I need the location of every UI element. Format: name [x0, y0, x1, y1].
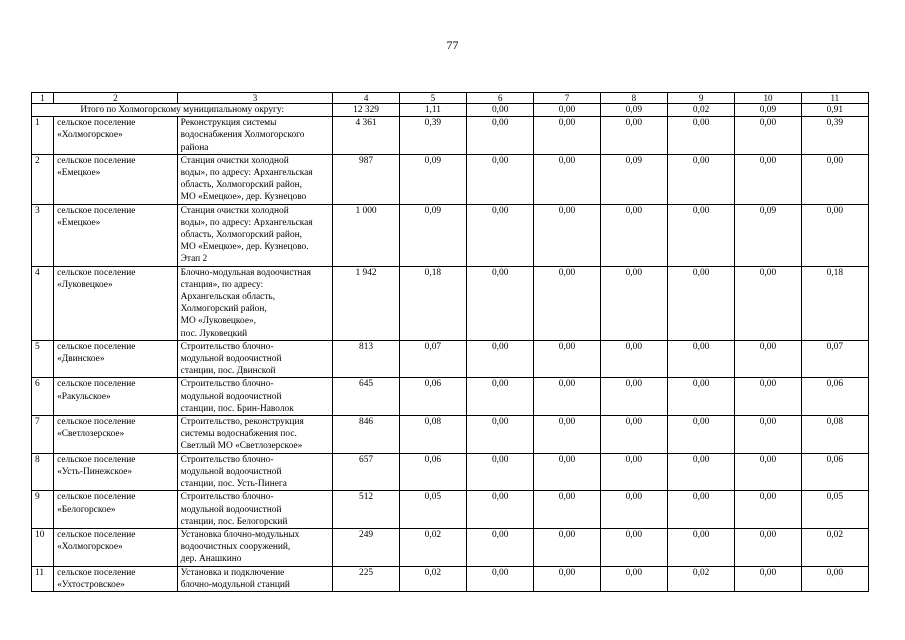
object-line: станции, пос. Усть-Пинега	[180, 479, 287, 490]
object-cell	[177, 491, 333, 529]
value-cell: 1 942	[333, 266, 399, 340]
value-cell: 0,02	[801, 528, 868, 566]
value-cell: 0,00	[801, 154, 868, 204]
object-line: блочно-модульной станций	[180, 579, 290, 590]
object-line: района	[180, 142, 209, 153]
object-line: пос. Луковецкий	[180, 328, 248, 339]
value-cell: 657	[333, 453, 399, 491]
object-line: МО «Емецкое», дер. Кузнецово	[180, 192, 307, 203]
value-cell: 0,00	[600, 378, 667, 416]
object-line: модульной водоочистной	[180, 466, 282, 477]
row-number-cell: 5	[32, 340, 54, 378]
total-value-cell: 0,91	[801, 104, 868, 117]
value-cell: 0,00	[534, 453, 600, 491]
value-cell: 0,39	[399, 117, 466, 155]
object-cell	[177, 378, 333, 416]
settlement-line: сельское поселение	[57, 567, 136, 578]
value-cell: 0,00	[534, 117, 600, 155]
settlement-line: «Двинское»	[57, 354, 105, 365]
settlement-cell	[54, 491, 178, 529]
value-cell: 0,18	[801, 266, 868, 340]
total-value-cell: 0,00	[534, 104, 600, 117]
row-number-cell: 3	[32, 204, 54, 266]
value-cell: 0,00	[534, 528, 600, 566]
settlement-line: сельское поселение	[57, 379, 136, 390]
value-cell: 0,00	[801, 204, 868, 266]
settlement-line: сельское поселение	[57, 417, 136, 428]
value-cell: 0,00	[600, 340, 667, 378]
value-cell: 0,00	[534, 154, 600, 204]
row-number-cell: 7	[32, 416, 54, 454]
value-cell: 0,00	[534, 491, 600, 529]
object-cell	[177, 266, 333, 340]
settlement-line: «Емецкое»	[57, 168, 101, 179]
settlement-cell	[54, 566, 178, 591]
row-number-cell: 6	[32, 378, 54, 416]
column-number-cell: 4	[333, 93, 399, 104]
object-line: МО «Луковецкое»,	[180, 316, 257, 327]
object-line: воды», по адресу: Архангельская	[180, 168, 313, 179]
settlement-cell	[54, 453, 178, 491]
value-cell: 813	[333, 340, 399, 378]
settlement-line: «Светлозерское»	[57, 429, 125, 440]
object-line: Строительство блочно-	[180, 454, 274, 465]
object-cell	[177, 453, 333, 491]
value-cell: 0,00	[534, 416, 600, 454]
value-cell: 0,00	[667, 416, 734, 454]
value-cell: 0,05	[801, 491, 868, 529]
value-cell: 225	[333, 566, 399, 591]
value-cell: 0,00	[467, 117, 534, 155]
column-number-cell: 5	[399, 93, 466, 104]
table-row	[32, 117, 869, 155]
value-cell: 0,00	[667, 117, 734, 155]
column-number-cell: 9	[667, 93, 734, 104]
table-row	[32, 204, 869, 266]
value-cell: 0,00	[467, 453, 534, 491]
table-row	[32, 566, 869, 591]
object-line: Светлый МО «Светлозерское»	[180, 441, 303, 452]
value-cell: 0,00	[600, 204, 667, 266]
total-value-cell: 1,11	[399, 104, 466, 117]
object-line: станции, пос. Белогорский	[180, 516, 288, 527]
table-row	[32, 491, 869, 529]
value-cell: 512	[333, 491, 399, 529]
object-line: Этап 2	[180, 254, 208, 265]
object-cell	[177, 528, 333, 566]
column-number-cell: 1	[32, 93, 54, 104]
settlement-cell	[54, 154, 178, 204]
object-line: область, Холмогорский район,	[180, 230, 302, 241]
row-number-cell: 2	[32, 154, 54, 204]
object-line: дер. Анашкино	[180, 554, 242, 565]
value-cell: 0,00	[735, 453, 801, 491]
value-cell: 987	[333, 154, 399, 204]
settlement-line: «Усть-Пинежское»	[57, 466, 133, 477]
value-cell: 0,00	[667, 340, 734, 378]
object-line: Строительство блочно-	[180, 492, 274, 503]
value-cell: 0,08	[399, 416, 466, 454]
value-cell: 4 361	[333, 117, 399, 155]
value-cell: 0,02	[399, 528, 466, 566]
settlement-cell	[54, 528, 178, 566]
settlement-line: «Ухтостровское»	[57, 579, 125, 590]
value-cell: 1 000	[333, 204, 399, 266]
value-cell: 0,09	[399, 204, 466, 266]
total-value-cell: 12 329	[333, 104, 399, 117]
object-line: модульной водоочистной	[180, 504, 282, 515]
table-row	[32, 453, 869, 491]
row-number-cell: 9	[32, 491, 54, 529]
value-cell: 0,00	[600, 566, 667, 591]
settlement-cell	[54, 204, 178, 266]
settlement-line: сельское поселение	[57, 155, 136, 166]
value-cell: 0,00	[534, 340, 600, 378]
object-line: Строительство, реконструкция	[180, 417, 304, 428]
table-row	[32, 378, 869, 416]
object-line: Блочно-модульная водоочистная	[180, 267, 311, 278]
object-line: станции, пос. Двинской	[180, 366, 276, 377]
value-cell: 0,00	[801, 566, 868, 591]
settlement-cell	[54, 416, 178, 454]
table-body	[32, 93, 869, 592]
value-cell: 0,00	[600, 117, 667, 155]
object-cell	[177, 204, 333, 266]
value-cell: 0,00	[667, 154, 734, 204]
row-number-cell: 4	[32, 266, 54, 340]
object-cell	[177, 340, 333, 378]
column-number-cell: 2	[54, 93, 178, 104]
object-line: Строительство блочно-	[180, 379, 274, 390]
settlement-line: «Луковецкое»	[57, 279, 113, 290]
total-value-cell: 0,00	[467, 104, 534, 117]
settlement-line: «Ракульское»	[57, 391, 111, 402]
value-cell: 0,00	[735, 416, 801, 454]
row-number-cell: 1	[32, 117, 54, 155]
value-cell: 0,09	[399, 154, 466, 204]
settlement-line: «Емецкое»	[57, 217, 101, 228]
value-cell: 249	[333, 528, 399, 566]
object-cell	[177, 117, 333, 155]
value-cell: 0,00	[735, 491, 801, 529]
settlement-line: сельское поселение	[57, 454, 136, 465]
value-cell: 0,00	[600, 266, 667, 340]
value-cell: 0,00	[467, 491, 534, 529]
value-cell: 0,00	[735, 154, 801, 204]
settlement-line: сельское поселение	[57, 341, 136, 352]
table-row	[32, 416, 869, 454]
settlement-cell	[54, 340, 178, 378]
object-line: Установка блочно-модульных	[180, 529, 300, 540]
value-cell: 0,06	[399, 378, 466, 416]
value-cell: 0,00	[600, 416, 667, 454]
settlement-line: сельское поселение	[57, 118, 136, 129]
value-cell: 0,00	[534, 266, 600, 340]
settlement-line: «Белогорское»	[57, 504, 116, 515]
column-number-cell: 7	[534, 93, 600, 104]
object-line: станции, пос. Брин-Наволок	[180, 403, 294, 414]
column-number-cell: 6	[467, 93, 534, 104]
table-row	[32, 154, 869, 204]
column-number-cell: 3	[177, 93, 333, 104]
settlement-line: «Холмогорское»	[57, 130, 123, 141]
value-cell: 0,00	[467, 266, 534, 340]
table-row	[32, 340, 869, 378]
settlement-line: «Холмогорское»	[57, 542, 123, 553]
table-row	[32, 528, 869, 566]
object-line: Холмогорский район,	[180, 304, 267, 315]
object-line: Станция очистки холодной	[180, 205, 289, 216]
object-line: системы водоснабжения пос.	[180, 429, 297, 440]
value-cell: 0,06	[801, 378, 868, 416]
object-line: Строительство блочно-	[180, 341, 274, 352]
total-label: Итого по Холмогорскому муниципальному округу:	[32, 104, 333, 117]
value-cell: 0,00	[667, 204, 734, 266]
value-cell: 0,06	[399, 453, 466, 491]
settlement-cell	[54, 378, 178, 416]
object-line: МО «Емецкое», дер. Кузнецово.	[180, 242, 309, 253]
settlement-line: сельское поселение	[57, 205, 136, 216]
value-cell: 0,00	[534, 378, 600, 416]
value-cell: 0,00	[600, 528, 667, 566]
value-cell: 0,09	[735, 204, 801, 266]
value-cell: 846	[333, 416, 399, 454]
value-cell: 645	[333, 378, 399, 416]
row-number-cell: 11	[32, 566, 54, 591]
value-cell: 0,00	[467, 566, 534, 591]
object-cell	[177, 154, 333, 204]
object-line: водоочистных сооружений,	[180, 542, 291, 553]
object-line: модульной водоочистной	[180, 354, 282, 365]
value-cell: 0,00	[467, 204, 534, 266]
object-line: Реконструкция системы	[180, 118, 277, 129]
total-value-cell: 0,09	[735, 104, 801, 117]
value-cell: 0,00	[735, 378, 801, 416]
table-row	[32, 266, 869, 340]
value-cell: 0,00	[467, 340, 534, 378]
value-cell: 0,00	[600, 491, 667, 529]
value-cell: 0,00	[667, 378, 734, 416]
settlement-cell	[54, 117, 178, 155]
value-cell: 0,00	[667, 491, 734, 529]
settlement-line: сельское поселение	[57, 267, 136, 278]
value-cell: 0,00	[534, 566, 600, 591]
object-line: станция», по адресу:	[180, 279, 264, 290]
column-number-cell: 11	[801, 93, 868, 104]
total-value-cell: 0,09	[600, 104, 667, 117]
value-cell: 0,07	[801, 340, 868, 378]
value-cell: 0,00	[667, 528, 734, 566]
object-cell	[177, 566, 333, 591]
value-cell: 0,00	[467, 528, 534, 566]
value-cell: 0,00	[735, 528, 801, 566]
value-cell: 0,00	[735, 117, 801, 155]
value-cell: 0,00	[735, 340, 801, 378]
value-cell: 0,00	[467, 378, 534, 416]
value-cell: 0,08	[801, 416, 868, 454]
value-cell: 0,00	[667, 453, 734, 491]
settlement-line: сельское поселение	[57, 492, 136, 503]
total-row	[32, 104, 869, 117]
value-cell: 0,39	[801, 117, 868, 155]
value-cell: 0,00	[534, 204, 600, 266]
column-number-cell: 10	[735, 93, 801, 104]
settlement-line: сельское поселение	[57, 529, 136, 540]
object-line: модульной водоочистной	[180, 391, 282, 402]
object-line: Архангельская область,	[180, 292, 276, 303]
value-cell: 0,02	[399, 566, 466, 591]
row-number-cell: 10	[32, 528, 54, 566]
page-number: 77	[446, 38, 459, 52]
object-line: Станция очистки холодной	[180, 155, 289, 166]
column-number-cell: 8	[600, 93, 667, 104]
value-cell: 0,07	[399, 340, 466, 378]
value-cell: 0,00	[667, 266, 734, 340]
settlement-cell	[54, 266, 178, 340]
value-cell: 0,06	[801, 453, 868, 491]
total-value-cell: 0,02	[667, 104, 734, 117]
object-line: область, Холмогорский район,	[180, 180, 302, 191]
value-cell: 0,00	[735, 566, 801, 591]
object-cell	[177, 416, 333, 454]
object-line: воды», по адресу: Архангельская	[180, 217, 313, 228]
value-cell: 0,05	[399, 491, 466, 529]
object-line: водоснабжения Холмогорского	[180, 130, 305, 141]
value-cell: 0,18	[399, 266, 466, 340]
value-cell: 0,00	[735, 266, 801, 340]
investment-table	[31, 92, 869, 592]
value-cell: 0,02	[667, 566, 734, 591]
row-number-cell: 8	[32, 453, 54, 491]
value-cell: 0,00	[467, 154, 534, 204]
object-line: Установка и подключение	[180, 567, 285, 578]
value-cell: 0,00	[467, 416, 534, 454]
value-cell: 0,09	[600, 154, 667, 204]
column-number-row	[32, 93, 869, 104]
value-cell: 0,00	[600, 453, 667, 491]
